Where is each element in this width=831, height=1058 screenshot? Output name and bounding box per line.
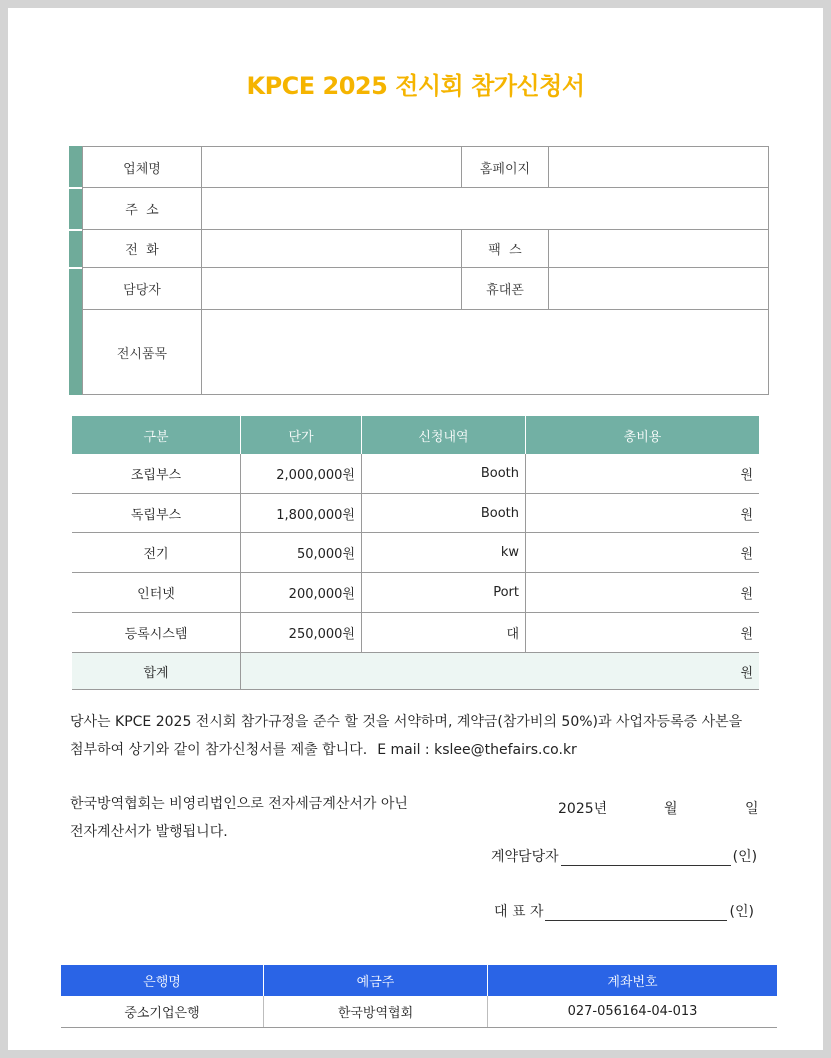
bank-name: 중소기업은행 <box>61 996 264 1027</box>
contact-email[interactable]: E mail : kslee@thefairs.co.kr <box>377 742 577 758</box>
mobile-label: 휴대폰 <box>461 267 549 310</box>
table-row <box>72 533 759 573</box>
tax-notice <box>70 790 430 846</box>
total-label: 합계 <box>72 653 241 689</box>
row-unit[interactable]: Booth <box>362 454 526 493</box>
header-category: 구분 <box>72 416 241 454</box>
row-unit[interactable]: Port <box>362 573 526 612</box>
row-price: 50,000원 <box>241 533 362 572</box>
pledge-line-2: 첨부하여 상기와 같이 참가신청서를 제출 합니다. <box>70 742 368 758</box>
contact-label: 담당자 <box>82 267 202 310</box>
row-total[interactable]: 원 <box>740 468 753 483</box>
row-unit[interactable]: 대 <box>362 613 526 652</box>
mobile-field[interactable] <box>548 267 769 310</box>
table-row <box>72 494 759 533</box>
row-price: 1,800,000원 <box>241 494 362 532</box>
total-value[interactable]: 원 <box>740 665 753 681</box>
row-category: 인터넷 <box>72 573 241 612</box>
table-row <box>72 613 759 653</box>
row-price: 2,000,000원 <box>241 454 362 493</box>
seal-mark: (인) <box>729 904 754 920</box>
exhibit-items-label: 전시품목 <box>82 309 202 395</box>
row-accent-bar <box>69 189 82 229</box>
row-total[interactable]: 원 <box>740 507 753 523</box>
company-info-table <box>69 146 762 396</box>
contract-manager-signature <box>491 846 757 866</box>
date-year[interactable]: 2025년 <box>558 801 608 817</box>
phone-label: 전 화 <box>82 229 202 268</box>
contract-manager-label: 계약담당자 <box>491 849 559 865</box>
form-title: KPCE 2025 전시회 참가신청서 <box>246 72 585 100</box>
representative-signature <box>494 901 754 921</box>
row-category: 전기 <box>72 533 241 572</box>
application-form-page <box>8 8 823 1050</box>
row-unit[interactable]: Booth <box>362 494 526 532</box>
row-total[interactable]: 원 <box>740 627 753 642</box>
seal-mark: (인) <box>732 849 758 865</box>
account-holder: 한국방역협회 <box>264 996 488 1027</box>
row-unit[interactable]: kw <box>362 533 526 572</box>
header-account-number: 계좌번호 <box>607 975 658 990</box>
pledge-statement <box>70 708 770 764</box>
row-category: 등록시스템 <box>72 613 241 652</box>
date-month[interactable]: 월 <box>664 801 678 817</box>
exhibit-items-field[interactable] <box>201 309 769 395</box>
company-name-field[interactable] <box>201 146 462 188</box>
contact-field[interactable] <box>201 267 462 310</box>
phone-field[interactable] <box>201 229 462 268</box>
contract-manager-line[interactable] <box>561 851 731 866</box>
header-price: 단가 <box>241 416 362 454</box>
table-row <box>72 454 759 494</box>
row-price: 200,000원 <box>241 573 362 612</box>
row-category: 조립부스 <box>72 454 241 493</box>
representative-label: 대 표 자 <box>494 904 544 920</box>
total-row <box>72 653 759 690</box>
row-total[interactable]: 원 <box>740 547 753 562</box>
row-accent-bar <box>69 146 82 187</box>
notice-line-2: 전자계산서가 발행됩니다. <box>70 824 228 840</box>
bank-table-header <box>61 965 777 996</box>
fax-label: 팩 스 <box>461 229 549 268</box>
header-bank-name: 은행명 <box>61 965 264 996</box>
address-field[interactable] <box>201 187 769 230</box>
date-day[interactable]: 일 <box>745 801 759 817</box>
row-price: 250,000원 <box>241 613 362 652</box>
table-row <box>72 573 759 613</box>
homepage-label: 홈페이지 <box>461 146 549 188</box>
row-accent-bar <box>69 231 82 267</box>
notice-line-1: 한국방역협회는 비영리법인으로 전자세금계산서가 아닌 <box>70 796 408 812</box>
bank-table-row <box>61 996 777 1028</box>
company-name-label: 업체명 <box>82 146 202 188</box>
row-accent-bar <box>69 269 82 395</box>
fee-table-header <box>72 416 759 454</box>
row-total[interactable]: 원 <box>740 587 753 602</box>
representative-line[interactable] <box>545 906 727 921</box>
header-application: 신청내역 <box>362 416 526 454</box>
row-category: 독립부스 <box>72 494 241 532</box>
fax-field[interactable] <box>548 229 769 268</box>
header-total: 총비용 <box>623 429 662 445</box>
homepage-field[interactable] <box>548 146 769 188</box>
address-label: 주 소 <box>82 187 202 230</box>
header-account-holder: 예금주 <box>264 965 488 996</box>
pledge-line-1: 당사는 KPCE 2025 전시회 참가규정을 준수 할 것을 서약하며, 계약금(참가비의 50%)과 사업자등록증 사본을 <box>70 714 743 730</box>
account-number[interactable]: 027-056164-04-013 <box>567 1004 698 1019</box>
